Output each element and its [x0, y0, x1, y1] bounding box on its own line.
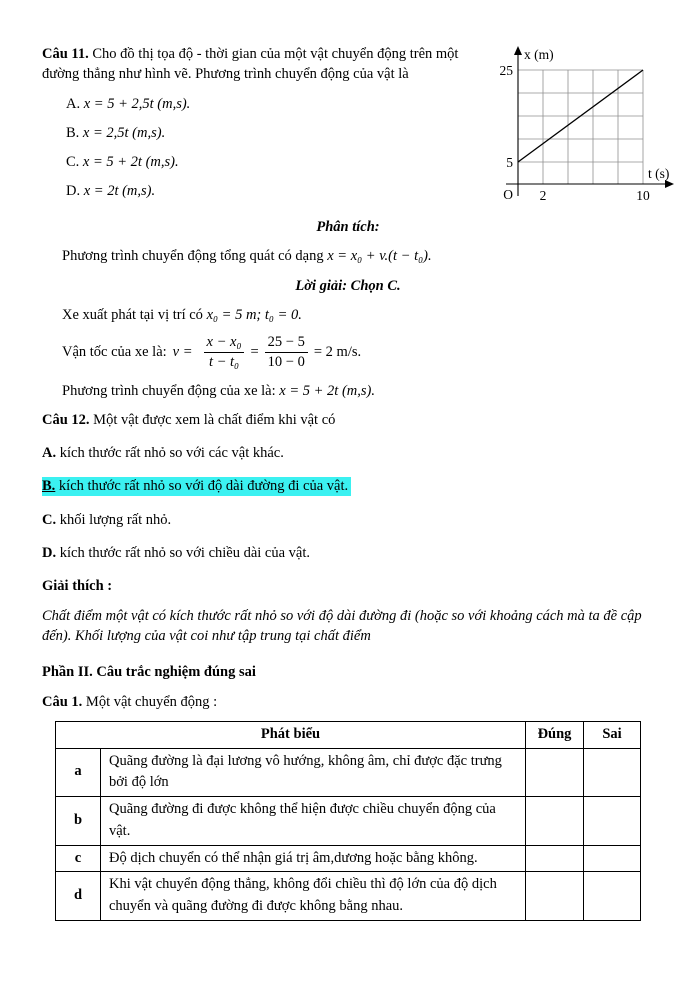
option-formula: x = 5 + 2t (m,s). — [82, 154, 179, 171]
equals-sign: = — [250, 344, 259, 361]
q11-option-c — [66, 152, 474, 172]
table-row-a — [56, 748, 641, 797]
truefalse-table — [55, 721, 641, 921]
q11-option-a — [66, 94, 474, 114]
option-formula: x = 2,5t (m,s). — [82, 124, 166, 141]
option-label: C. — [66, 154, 80, 171]
x-tick-2: 2 — [539, 188, 547, 203]
q11-option-b — [66, 123, 474, 143]
fraction-numeric — [265, 334, 308, 370]
option-label: B. — [42, 478, 56, 495]
x-axis-label: t (s) — [648, 166, 670, 181]
position-time-graph — [490, 44, 682, 212]
fraction-denominator: t − t₀ — [208, 353, 240, 370]
solution-line-3-text: Phương trình chuyển động của xe là: — [62, 382, 276, 399]
graph-grid — [518, 70, 643, 184]
fraction-numerator: x − x₀ — [204, 334, 245, 353]
question-12-number: Câu 12. — [42, 411, 90, 428]
table-row-c — [56, 845, 641, 872]
analysis-text: Phương trình chuyển động tổng quát có dạng — [62, 248, 324, 265]
row-key: c — [56, 845, 101, 872]
x-axis-arrow-icon — [665, 180, 674, 188]
explain-text: Chất điểm một vật có kích thước rất nhỏ so với độ dài đường đi (hoặc so với khoảng cách mà ta đề cập đến). Khối lượng của vật coi như tập trung tại chất điểm — [42, 607, 642, 644]
question-1-text: Một vật chuyển động : — [85, 693, 218, 710]
solution-heading: Lời giải: Chọn C. — [295, 277, 401, 294]
velocity-lhs: v = — [172, 344, 193, 361]
statement-cell: Khi vật chuyển động thẳng, không đổi chiều thì độ lớn của độ dịch chuyển và quãng đường đi được không bằng nhau. — [101, 872, 526, 921]
fraction-numerator: 25 − 5 — [265, 334, 308, 353]
question-11-text-block — [42, 44, 474, 211]
solution-line-1-formula: x₀ = 5 m; t₀ = 0. — [206, 306, 302, 323]
true-cell — [526, 748, 584, 797]
false-cell — [584, 845, 641, 872]
table-row-d — [56, 872, 641, 921]
table-header-row — [56, 721, 641, 748]
solution-line-3 — [42, 381, 654, 401]
true-cell — [526, 845, 584, 872]
option-label: B. — [66, 124, 80, 141]
explain-heading: Giải thích : — [42, 578, 113, 595]
option-label: D. — [42, 545, 57, 562]
option-text: kích thước rất nhỏ so với độ dài đường đi của vật. — [58, 478, 349, 495]
row-key: a — [56, 748, 101, 797]
solution-line-1 — [42, 305, 654, 325]
row-key: b — [56, 797, 101, 846]
y-tick-5: 5 — [506, 155, 513, 170]
velocity-result: = 2 m/s. — [313, 344, 362, 361]
solution-line-3-formula: x = 5 + 2t (m,s). — [279, 382, 375, 399]
question-11 — [42, 44, 670, 217]
q12-option-a — [42, 443, 654, 463]
option-label: C. — [42, 511, 57, 528]
highlight-span — [42, 477, 351, 496]
question-11-number: Câu 11. — [42, 46, 89, 62]
statement-cell: Quãng đường là đại lương vô hướng, không âm, chỉ được đặc trưng bởi độ lớn — [101, 748, 526, 797]
row-key: d — [56, 872, 101, 921]
question-12-stem — [42, 410, 654, 430]
y-axis-arrow-icon — [514, 46, 522, 55]
table-header-false: Sai — [584, 721, 641, 748]
analysis-heading: Phân tích: — [316, 219, 380, 235]
y-axis-label: x (m) — [524, 47, 554, 62]
option-label: A. — [42, 445, 57, 462]
solution-line-1-text: Xe xuất phát tại vị trí có — [62, 306, 203, 323]
option-text: kích thước rất nhỏ so với các vật khác. — [59, 445, 284, 462]
true-cell — [526, 872, 584, 921]
option-label: A. — [66, 95, 81, 112]
y-tick-25: 25 — [499, 63, 513, 78]
fraction-denominator: 10 − 0 — [267, 353, 305, 370]
statement-cell: Quãng đường đi được không thể hiện được chiều chuyển động của vật. — [101, 797, 526, 846]
q12-option-d — [42, 543, 654, 563]
false-cell — [584, 748, 641, 797]
table-row-b — [56, 797, 641, 846]
false-cell — [584, 797, 641, 846]
option-label: D. — [66, 183, 81, 200]
q12-option-c — [42, 510, 654, 530]
analysis-paragraph — [42, 246, 654, 266]
question-1-number: Câu 1. — [42, 693, 83, 710]
solution-velocity-line — [42, 334, 654, 370]
question-11-stem-text: Cho đồ thị tọa độ - thời gian của một vật chuyển động trên một đường thẳng như hình vẽ. Phương trình chuyển động của vật là — [42, 46, 459, 83]
fraction-symbolic — [204, 334, 245, 370]
analysis-formula: x = x₀ + v.(t − t₀). — [327, 248, 432, 265]
option-text: kích thước rất nhỏ so với chiều dài của vật. — [59, 545, 311, 562]
table-header-statement: Phát biểu — [56, 721, 526, 748]
q12-option-b — [42, 476, 654, 496]
q11-option-d — [66, 181, 474, 201]
graph-figure — [490, 44, 682, 217]
question-12-stem-text: Một vật được xem là chất điểm khi vật có — [93, 411, 336, 428]
velocity-text: Vận tốc của xe là: — [62, 344, 167, 361]
option-formula: x = 2t (m,s). — [83, 183, 156, 200]
true-cell — [526, 797, 584, 846]
x-tick-10: 10 — [636, 188, 650, 203]
false-cell — [584, 872, 641, 921]
option-formula: x = 5 + 2,5t (m,s). — [83, 95, 191, 112]
part2-heading: Phần II. Câu trắc nghiệm đúng sai — [42, 664, 256, 681]
table-header-true: Đúng — [526, 721, 584, 748]
question-11-stem — [42, 44, 474, 85]
option-text: khối lượng rất nhỏ. — [59, 511, 172, 528]
part2-question-1 — [42, 692, 654, 712]
origin-label: O — [503, 187, 513, 202]
statement-cell: Độ dịch chuyển có thể nhận giá trị âm,dương hoặc bằng không. — [101, 845, 526, 872]
